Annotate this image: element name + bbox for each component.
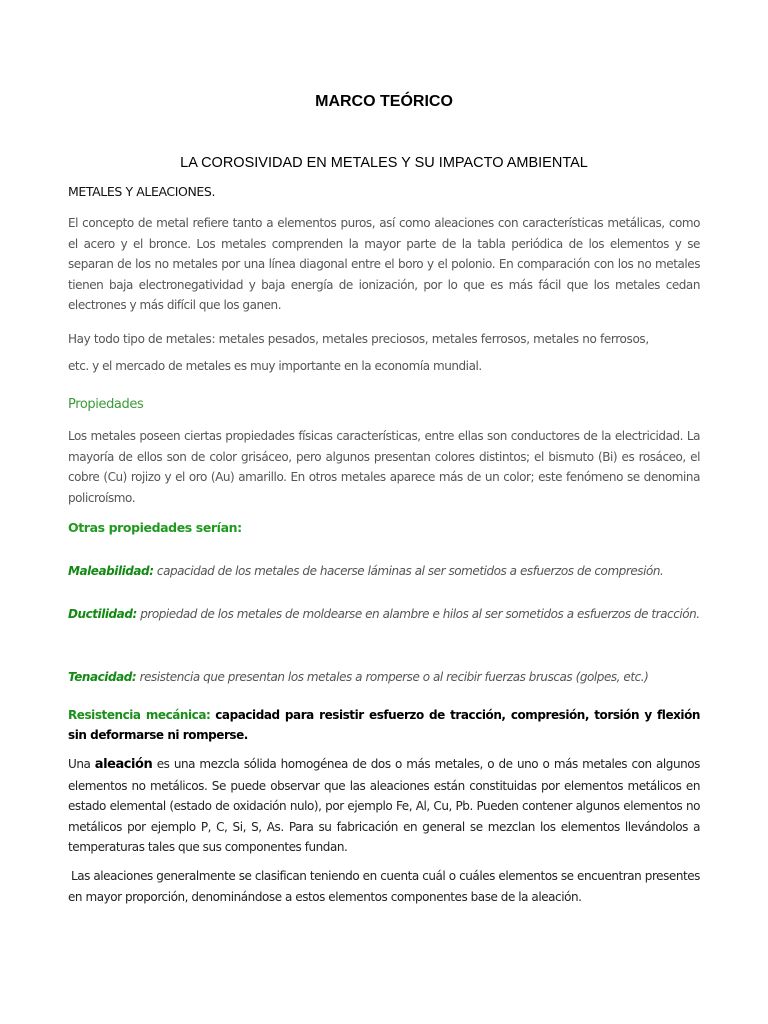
resistencia-definition: capacidad para resistir esfuerzo de tracción, compresión, torsión y flexión sin deformarse ni romperse. [68,708,700,742]
propiedades-heading: Propiedades [68,397,144,412]
maleabilidad-term: Maleabilidad: [68,564,154,578]
paragraph-metal-concept: El concepto de metal refiere tanto a elementos puros, así como aleaciones con características metálicas, como el acero y el bronce. Los metales comprenden la mayor parte de la tabla periódica de los elementos y se separan de los no metales por una línea diagonal entre el boro y el polonio. En comparación con los no metales tienen baja electronegatividad y baja energía de ionización, por lo que es más fácil que los metales cedan electrones y más difícil que los ganen. [68,216,700,312]
ductilidad-term: Ductilidad: [68,607,137,621]
tenacidad-item [68,667,700,688]
resistencia-term: Resistencia mecánica: [68,708,211,722]
maleabilidad-definition: capacidad de los metales de hacerse láminas al ser sometidos a esfuerzos de compresión. [156,564,664,578]
tenacidad-definition: resistencia que presentan los metales a romperse o al recibir fuerzas bruscas (golpes, etc.) [139,670,649,684]
otras-propiedades-heading: Otras propiedades serían: [68,520,242,535]
paragraph-aleacion [68,754,700,858]
maleabilidad-item [68,561,700,582]
paragraph-metal-types-line1: Hay todo tipo de metales: metales pesados, metales preciosos, metales ferrosos, metales no ferrosos, [68,332,649,346]
resistencia-item [68,706,700,745]
section-heading: METALES Y ALEACIONES. [68,184,216,199]
page-subtitle: LA COROSIVIDAD EN METALES Y SU IMPACTO AMBIENTAL [180,155,588,171]
page-title: MARCO TEÓRICO [315,93,453,110]
paragraph-metal-types-line2: etc. y el mercado de metales es muy importante en la economía mundial. [68,359,482,373]
aleacion-body: es una mezcla sólida homogénea de dos o más metales, o de uno o más metales con algunos elementos no metálicos. Se puede observar que las aleaciones están constituidas por elementos metálicos en estado elemental (estado de oxidación nulo), por ejemplo Fe, Al, Cu, Pb. Pueden contener algunos elementos no metálicos por ejemplo P, C, Si, S, As. Para su fabricación en general se mezclan los elementos llevándolos a temperaturas tales que sus componentes fundan. [68,757,700,854]
tenacidad-term: Tenacidad: [68,670,137,684]
paragraph-propiedades: Los metales poseen ciertas propiedades físicas características, entre ellas son conductores de la electricidad. La mayoría de ellos son de color grisáceo, pero algunos presentan colores distintos; el bismuto (Bi) es rosáceo, el cobre (Cu) rojizo y el oro (Au) amarillo. En otros metales aparece más de un color; este fenómeno se denomina policroísmo. [68,429,700,505]
paragraph-clasificacion: Las aleaciones generalmente se clasifican teniendo en cuenta cuál o cuáles elementos se encuentran presentes en mayor proporción, denominándose a estos elementos componentes base de la aleación. [68,869,700,904]
aleacion-prefix: Una [68,757,91,771]
ductilidad-item [68,600,700,628]
aleacion-term: aleación [94,757,153,772]
ductilidad-definition: propiedad de los metales de moldearse en alambre e hilos al ser sometidos a esfuerzos de tracción. [140,607,700,621]
